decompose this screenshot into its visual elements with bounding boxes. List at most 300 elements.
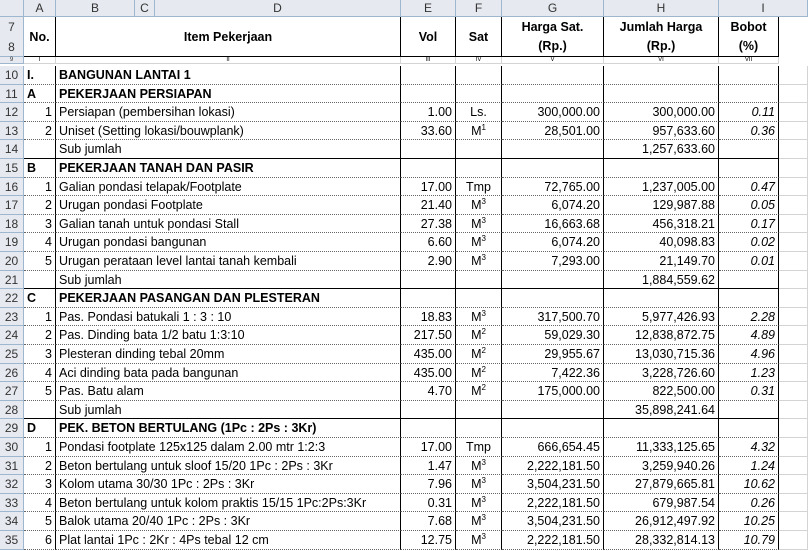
- cell-item[interactable]: PEK. BETON BERTULANG (1Pc : 2Ps : 3Kr): [56, 419, 401, 438]
- cell-vol[interactable]: [401, 85, 456, 104]
- cell-harga[interactable]: 175,000.00: [502, 382, 604, 401]
- cell-item[interactable]: Galian pondasi telapak/Footplate: [56, 178, 401, 197]
- column-header-g[interactable]: G: [502, 0, 604, 17]
- cell-bobot[interactable]: 10.79: [719, 531, 779, 550]
- cell-bobot[interactable]: 0.47: [719, 178, 779, 197]
- cell-item[interactable]: Kolom utama 30/30 1Pc : 2Ps : 3Kr: [56, 475, 401, 494]
- cell-vol[interactable]: 27.38: [401, 215, 456, 234]
- header-bobot-line1: Bobot: [730, 20, 767, 34]
- cell-vol[interactable]: 33.60: [401, 122, 456, 141]
- cell-bobot[interactable]: [719, 289, 779, 308]
- cell-bobot[interactable]: 0.17: [719, 215, 779, 234]
- select-all-corner[interactable]: [0, 0, 24, 17]
- cell-vol[interactable]: 6.60: [401, 233, 456, 252]
- column-header-h[interactable]: H: [604, 0, 719, 17]
- empty-cell[interactable]: [779, 364, 808, 383]
- unit-text: M: [471, 216, 482, 231]
- empty-cell[interactable]: [779, 401, 808, 420]
- cell-item[interactable]: BANGUNAN LANTAI 1: [56, 66, 401, 85]
- cell-item[interactable]: Sub jumlah: [56, 401, 401, 420]
- cell-sat[interactable]: [456, 494, 502, 513]
- cell-sat[interactable]: [456, 419, 502, 438]
- cell-sat[interactable]: [456, 326, 502, 345]
- cell-item[interactable]: Plesteran dinding tebal 20mm: [56, 345, 401, 364]
- cell-vol[interactable]: [401, 419, 456, 438]
- cell-harga[interactable]: 29,955.67: [502, 345, 604, 364]
- cell-vol[interactable]: 7.96: [401, 475, 456, 494]
- cell-vol[interactable]: [401, 66, 456, 85]
- column-header-row: [0, 0, 808, 17]
- cell-jumlah[interactable]: 13,030,715.36: [604, 345, 719, 364]
- cell-no[interactable]: [24, 271, 56, 290]
- header-no[interactable]: No.: [24, 17, 56, 57]
- cell-vol[interactable]: 435.00: [401, 364, 456, 383]
- table-row: [0, 364, 808, 383]
- unit-exponent: 3: [481, 308, 486, 318]
- row-header[interactable]: 11: [0, 85, 24, 104]
- cell-vol[interactable]: [401, 159, 456, 178]
- header-jumlah[interactable]: [604, 17, 719, 57]
- cell-harga[interactable]: [502, 271, 604, 290]
- cell-jumlah[interactable]: 300,000.00: [604, 103, 719, 122]
- empty-cell[interactable]: [779, 419, 808, 438]
- cell-vol[interactable]: 7.68: [401, 512, 456, 531]
- row-header[interactable]: 10: [0, 66, 24, 85]
- cell-item[interactable]: Pondasi footplate 125x125 dalam 2.00 mtr 1:2:3: [56, 438, 401, 457]
- cell-jumlah[interactable]: [604, 66, 719, 85]
- cell-harga[interactable]: [502, 289, 604, 308]
- empty-cell[interactable]: [779, 289, 808, 308]
- cell-sat[interactable]: [456, 345, 502, 364]
- empty-cell[interactable]: [779, 494, 808, 513]
- unit-exponent: 2: [481, 383, 486, 393]
- cell-bobot[interactable]: [719, 85, 779, 104]
- column-header-e[interactable]: E: [401, 0, 456, 17]
- cell-jumlah[interactable]: 1,257,633.60: [604, 140, 719, 159]
- cell-vol[interactable]: 21.40: [401, 196, 456, 215]
- cell-item[interactable]: Urugan pondasi bangunan: [56, 233, 401, 252]
- cell-vol[interactable]: 1.00: [401, 103, 456, 122]
- cell-harga[interactable]: 72,765.00: [502, 178, 604, 197]
- cell-item[interactable]: Aci dinding bata pada bangunan: [56, 364, 401, 383]
- cell-harga[interactable]: 7,293.00: [502, 252, 604, 271]
- cell-sat[interactable]: Ls.: [456, 103, 502, 122]
- table-row: [0, 233, 808, 252]
- cell-jumlah[interactable]: 822,500.00: [604, 382, 719, 401]
- cell-bobot[interactable]: [719, 271, 779, 290]
- cell-sat[interactable]: [456, 512, 502, 531]
- cell-bobot[interactable]: 1.24: [719, 457, 779, 476]
- header-harga-line2: (Rp.): [538, 39, 567, 53]
- cell-harga[interactable]: 28,501.00: [502, 122, 604, 141]
- cell-no[interactable]: 1: [24, 178, 56, 197]
- cell-item[interactable]: Beton bertulang untuk kolom praktis 15/15 1Pc:2Ps:3Kr: [56, 494, 401, 513]
- empty-cell[interactable]: [779, 382, 808, 401]
- unit-text: M: [471, 384, 482, 399]
- cell-no[interactable]: 6: [24, 531, 56, 550]
- row-header[interactable]: 23: [0, 308, 24, 327]
- cell-item[interactable]: Galian tanah untuk pondasi Stall: [56, 215, 401, 234]
- cell-no[interactable]: 2: [24, 457, 56, 476]
- unit-exponent: 2: [481, 327, 486, 337]
- cell-jumlah[interactable]: [604, 289, 719, 308]
- cell-no[interactable]: A: [24, 85, 56, 104]
- cell-vol[interactable]: 435.00: [401, 345, 456, 364]
- cell-bobot[interactable]: [719, 66, 779, 85]
- header-harga[interactable]: [502, 17, 604, 57]
- row-header[interactable]: 14: [0, 140, 24, 159]
- empty-cell[interactable]: [779, 140, 808, 159]
- cell-no[interactable]: 5: [24, 252, 56, 271]
- cell-harga[interactable]: 6,074.20: [502, 233, 604, 252]
- cell-harga[interactable]: 666,654.45: [502, 438, 604, 457]
- row-header[interactable]: 35: [0, 531, 24, 550]
- header-sat[interactable]: Sat: [456, 17, 502, 57]
- cell-sat[interactable]: [456, 289, 502, 308]
- cell-no[interactable]: 4: [24, 233, 56, 252]
- row-header-9[interactable]: 9: [0, 57, 24, 64]
- cell-sat[interactable]: [456, 271, 502, 290]
- cell-harga[interactable]: 317,500.70: [502, 308, 604, 327]
- empty-cell[interactable]: [779, 457, 808, 476]
- row-header[interactable]: 25: [0, 345, 24, 364]
- row-header[interactable]: 21: [0, 271, 24, 290]
- unit-text: M: [471, 198, 482, 213]
- cell-item[interactable]: Persiapan (pembersihan lokasi): [56, 103, 401, 122]
- header-bobot-line2: (%): [738, 39, 759, 53]
- cell-sat[interactable]: Tmp: [456, 438, 502, 457]
- cell-no[interactable]: 2: [24, 326, 56, 345]
- cell-jumlah[interactable]: 40,098.83: [604, 233, 719, 252]
- unit-exponent: 3: [481, 476, 486, 486]
- unit-exponent: 3: [481, 215, 486, 225]
- roman-label: VI: [604, 57, 719, 64]
- cell-sat[interactable]: [456, 382, 502, 401]
- cell-item[interactable]: Balok utama 20/40 1Pc : 2Ps : 3Kr: [56, 512, 401, 531]
- cell-jumlah[interactable]: [604, 419, 719, 438]
- column-header-a[interactable]: A: [24, 0, 56, 17]
- cell-no[interactable]: I.: [24, 66, 56, 85]
- roman-label: VII: [719, 57, 779, 64]
- empty-cell[interactable]: [779, 252, 808, 271]
- cell-sat[interactable]: [456, 140, 502, 159]
- cell-bobot[interactable]: 2.28: [719, 308, 779, 327]
- unit-exponent: 3: [481, 531, 486, 541]
- empty-cell[interactable]: [779, 271, 808, 290]
- cell-jumlah[interactable]: 5,977,426.93: [604, 308, 719, 327]
- cell-no[interactable]: 3: [24, 215, 56, 234]
- row-header[interactable]: 24: [0, 326, 24, 345]
- cell-bobot[interactable]: [719, 140, 779, 159]
- empty-cell[interactable]: [779, 159, 808, 178]
- cell-no[interactable]: 3: [24, 475, 56, 494]
- row-header[interactable]: 34: [0, 512, 24, 531]
- table-row: [0, 512, 808, 531]
- unit-exponent: 2: [481, 345, 486, 355]
- cell-sat[interactable]: [456, 457, 502, 476]
- cell-bobot[interactable]: 0.02: [719, 233, 779, 252]
- cell-bobot[interactable]: [719, 419, 779, 438]
- cell-item[interactable]: Pas. Dinding bata 1/2 batu 1:3:10: [56, 326, 401, 345]
- row-header[interactable]: 17: [0, 196, 24, 215]
- cell-vol[interactable]: 18.83: [401, 308, 456, 327]
- roman-label: III: [401, 57, 456, 64]
- cell-no[interactable]: B: [24, 159, 56, 178]
- cell-no[interactable]: 5: [24, 512, 56, 531]
- cell-item[interactable]: Uniset (Setting lokasi/bouwplank): [56, 122, 401, 141]
- table-row: [0, 457, 808, 476]
- cell-item[interactable]: PEKERJAAN PASANGAN DAN PLESTERAN: [56, 289, 401, 308]
- cell-no[interactable]: 3: [24, 345, 56, 364]
- cell-jumlah[interactable]: 456,318.21: [604, 215, 719, 234]
- row-number: 8: [8, 40, 15, 54]
- cell-harga[interactable]: [502, 66, 604, 85]
- roman-label: IV: [456, 57, 502, 64]
- cell-item[interactable]: Pas. Batu alam: [56, 382, 401, 401]
- cell-bobot[interactable]: [719, 159, 779, 178]
- cell-vol[interactable]: 12.75: [401, 531, 456, 550]
- unit-text: M: [471, 514, 482, 529]
- cell-jumlah[interactable]: 28,332,814.13: [604, 531, 719, 550]
- row-header[interactable]: 31: [0, 457, 24, 476]
- cell-bobot[interactable]: 0.31: [719, 382, 779, 401]
- header-harga-line1: Harga Sat.: [521, 20, 584, 34]
- cell-jumlah[interactable]: 12,838,872.75: [604, 326, 719, 345]
- cell-bobot[interactable]: 10.25: [719, 512, 779, 531]
- cell-harga[interactable]: [502, 419, 604, 438]
- cell-vol[interactable]: 2.90: [401, 252, 456, 271]
- cell-sat[interactable]: [456, 475, 502, 494]
- table-row: [0, 196, 808, 215]
- cell-no[interactable]: D: [24, 419, 56, 438]
- column-header-d[interactable]: D: [155, 0, 401, 17]
- cell-sat[interactable]: [456, 531, 502, 550]
- cell-item[interactable]: PEKERJAAN PERSIAPAN: [56, 85, 401, 104]
- cell-no[interactable]: 1: [24, 438, 56, 457]
- cell-harga[interactable]: 59,029.30: [502, 326, 604, 345]
- cell-sat[interactable]: [456, 196, 502, 215]
- cell-sat[interactable]: [456, 85, 502, 104]
- cell-harga[interactable]: [502, 401, 604, 420]
- empty-cell[interactable]: [779, 308, 808, 327]
- cell-vol[interactable]: 17.00: [401, 178, 456, 197]
- cell-item[interactable]: Plat lantai 1Pc : 2Kr : 4Ps tebal 12 cm: [56, 531, 401, 550]
- empty-cell[interactable]: [779, 122, 808, 141]
- row-header[interactable]: 26: [0, 364, 24, 383]
- cell-sat[interactable]: [456, 66, 502, 85]
- table-row: [0, 215, 808, 234]
- cell-jumlah[interactable]: 21,149.70: [604, 252, 719, 271]
- cell-harga[interactable]: [502, 85, 604, 104]
- empty-cell[interactable]: [779, 438, 808, 457]
- cell-harga[interactable]: 2,222,181.50: [502, 531, 604, 550]
- cell-jumlah[interactable]: 957,633.60: [604, 122, 719, 141]
- cell-jumlah[interactable]: 1,237,005.00: [604, 178, 719, 197]
- cell-bobot[interactable]: [719, 401, 779, 420]
- cell-jumlah[interactable]: 35,898,241.64: [604, 401, 719, 420]
- column-header-i[interactable]: I: [719, 0, 808, 17]
- cell-harga[interactable]: [502, 159, 604, 178]
- cell-no[interactable]: 4: [24, 364, 56, 383]
- cell-sat[interactable]: [456, 215, 502, 234]
- cell-sat[interactable]: [456, 122, 502, 141]
- cell-bobot[interactable]: 0.11: [719, 103, 779, 122]
- cell-no[interactable]: [24, 140, 56, 159]
- empty-cell[interactable]: [779, 345, 808, 364]
- cell-harga[interactable]: 3,504,231.50: [502, 475, 604, 494]
- table-row: [0, 66, 808, 85]
- column-header-c[interactable]: C: [135, 0, 155, 17]
- row-header[interactable]: 33: [0, 494, 24, 513]
- unit-text: M: [471, 123, 482, 138]
- unit-text: M: [471, 309, 482, 324]
- cell-jumlah[interactable]: 27,879,665.81: [604, 475, 719, 494]
- cell-bobot[interactable]: 0.26: [719, 494, 779, 513]
- cell-jumlah[interactable]: [604, 85, 719, 104]
- row-header[interactable]: 16: [0, 178, 24, 197]
- empty-cell[interactable]: [779, 233, 808, 252]
- cell-item[interactable]: Urugan pondasi Footplate: [56, 196, 401, 215]
- empty-cell[interactable]: [779, 85, 808, 104]
- empty-cell[interactable]: [779, 475, 808, 494]
- cell-jumlah[interactable]: 679,987.54: [604, 494, 719, 513]
- header-vol[interactable]: Vol: [401, 17, 456, 57]
- table-row: [0, 531, 808, 550]
- unit-text: M: [471, 365, 482, 380]
- cell-jumlah[interactable]: 1,884,559.62: [604, 271, 719, 290]
- cell-sat[interactable]: Tmp: [456, 178, 502, 197]
- cell-vol[interactable]: [401, 271, 456, 290]
- cell-harga[interactable]: 2,222,181.50: [502, 457, 604, 476]
- cell-vol[interactable]: [401, 401, 456, 420]
- empty-cell[interactable]: [779, 178, 808, 197]
- empty-cell[interactable]: [779, 215, 808, 234]
- row-header[interactable]: 19: [0, 233, 24, 252]
- row-header[interactable]: 18: [0, 215, 24, 234]
- cell-sat[interactable]: [456, 308, 502, 327]
- column-header-f[interactable]: F: [456, 0, 502, 17]
- cell-harga[interactable]: 6,074.20: [502, 196, 604, 215]
- cell-harga[interactable]: 16,663.68: [502, 215, 604, 234]
- cell-no[interactable]: [24, 401, 56, 420]
- unit-exponent: 3: [481, 494, 486, 504]
- table-row: [0, 438, 808, 457]
- cell-vol[interactable]: [401, 140, 456, 159]
- empty-cell[interactable]: [779, 531, 808, 550]
- cell-vol[interactable]: 1.47: [401, 457, 456, 476]
- row-header[interactable]: 13: [0, 122, 24, 141]
- cell-harga[interactable]: 300,000.00: [502, 103, 604, 122]
- cell-sat[interactable]: [456, 364, 502, 383]
- cell-vol[interactable]: 4.70: [401, 382, 456, 401]
- cell-item[interactable]: Beton bertulang untuk sloof 15/20 1Pc : 2Ps : 3Kr: [56, 457, 401, 476]
- cell-no[interactable]: 1: [24, 103, 56, 122]
- row-header[interactable]: 32: [0, 475, 24, 494]
- empty-cell[interactable]: [779, 326, 808, 345]
- table-row: [0, 326, 808, 345]
- row-header[interactable]: 22: [0, 289, 24, 308]
- cell-jumlah[interactable]: [604, 159, 719, 178]
- empty-cell[interactable]: [779, 196, 808, 215]
- cell-sat[interactable]: [456, 159, 502, 178]
- unit-exponent: 3: [481, 197, 486, 207]
- row-header[interactable]: 30: [0, 438, 24, 457]
- unit-exponent: 3: [481, 252, 486, 262]
- empty-cell[interactable]: [779, 512, 808, 531]
- cell-harga[interactable]: 7,422.36: [502, 364, 604, 383]
- cell-item[interactable]: Sub jumlah: [56, 140, 401, 159]
- cell-bobot[interactable]: 4.96: [719, 345, 779, 364]
- cell-vol[interactable]: 17.00: [401, 438, 456, 457]
- row-header[interactable]: 12: [0, 103, 24, 122]
- cell-no[interactable]: 5: [24, 382, 56, 401]
- cell-no[interactable]: 4: [24, 494, 56, 513]
- table-row: [0, 345, 808, 364]
- cell-item[interactable]: Pas. Pondasi batukali 1 : 3 : 10: [56, 308, 401, 327]
- empty-cell[interactable]: [779, 66, 808, 85]
- row-header[interactable]: 27: [0, 382, 24, 401]
- cell-vol[interactable]: 217.50: [401, 326, 456, 345]
- cell-no[interactable]: C: [24, 289, 56, 308]
- row-header[interactable]: 28: [0, 401, 24, 420]
- cell-item[interactable]: PEKERJAAN TANAH DAN PASIR: [56, 159, 401, 178]
- cell-sat[interactable]: [456, 233, 502, 252]
- cell-no[interactable]: 2: [24, 122, 56, 141]
- header-bobot[interactable]: [719, 17, 779, 57]
- cell-bobot[interactable]: 0.01: [719, 252, 779, 271]
- cell-vol[interactable]: 0.31: [401, 494, 456, 513]
- cell-jumlah[interactable]: 11,333,125.65: [604, 438, 719, 457]
- cell-bobot[interactable]: 1.23: [719, 364, 779, 383]
- cell-sat[interactable]: [456, 401, 502, 420]
- unit-exponent: 2: [481, 364, 486, 374]
- table-row: [0, 271, 808, 290]
- cell-item[interactable]: Sub jumlah: [56, 271, 401, 290]
- cell-item[interactable]: Urugan perataan level lantai tanah kembali: [56, 252, 401, 271]
- cell-harga[interactable]: [502, 140, 604, 159]
- header-jumlah-line2: (Rp.): [646, 39, 676, 53]
- cell-bobot[interactable]: 10.62: [719, 475, 779, 494]
- cell-bobot[interactable]: 0.36: [719, 122, 779, 141]
- header-jumlah-line1: Jumlah Harga: [619, 20, 703, 34]
- cell-sat[interactable]: [456, 252, 502, 271]
- row-header-7-8[interactable]: [0, 17, 24, 57]
- table-row: [0, 308, 808, 327]
- row-header[interactable]: 20: [0, 252, 24, 271]
- table-row: [0, 475, 808, 494]
- cell-harga[interactable]: 3,504,231.50: [502, 512, 604, 531]
- cell-no[interactable]: 2: [24, 196, 56, 215]
- empty-cell[interactable]: [779, 103, 808, 122]
- cell-bobot[interactable]: 4.89: [719, 326, 779, 345]
- cell-vol[interactable]: [401, 289, 456, 308]
- row-header[interactable]: 29: [0, 419, 24, 438]
- cell-jumlah[interactable]: 26,912,497.92: [604, 512, 719, 531]
- cell-bobot[interactable]: 4.32: [719, 438, 779, 457]
- table-header: [0, 17, 808, 57]
- table-row: [0, 103, 808, 122]
- roman-label: II: [56, 57, 401, 64]
- cell-bobot[interactable]: 0.05: [719, 196, 779, 215]
- column-header-b[interactable]: B: [56, 0, 135, 17]
- cell-no[interactable]: 1: [24, 308, 56, 327]
- cell-harga[interactable]: 2,222,181.50: [502, 494, 604, 513]
- header-item[interactable]: Item Pekerjaan: [56, 17, 401, 57]
- row-header[interactable]: 15: [0, 159, 24, 178]
- cell-jumlah[interactable]: 129,987.88: [604, 196, 719, 215]
- cell-jumlah[interactable]: 3,259,940.26: [604, 457, 719, 476]
- cell-jumlah[interactable]: 3,228,726.60: [604, 364, 719, 383]
